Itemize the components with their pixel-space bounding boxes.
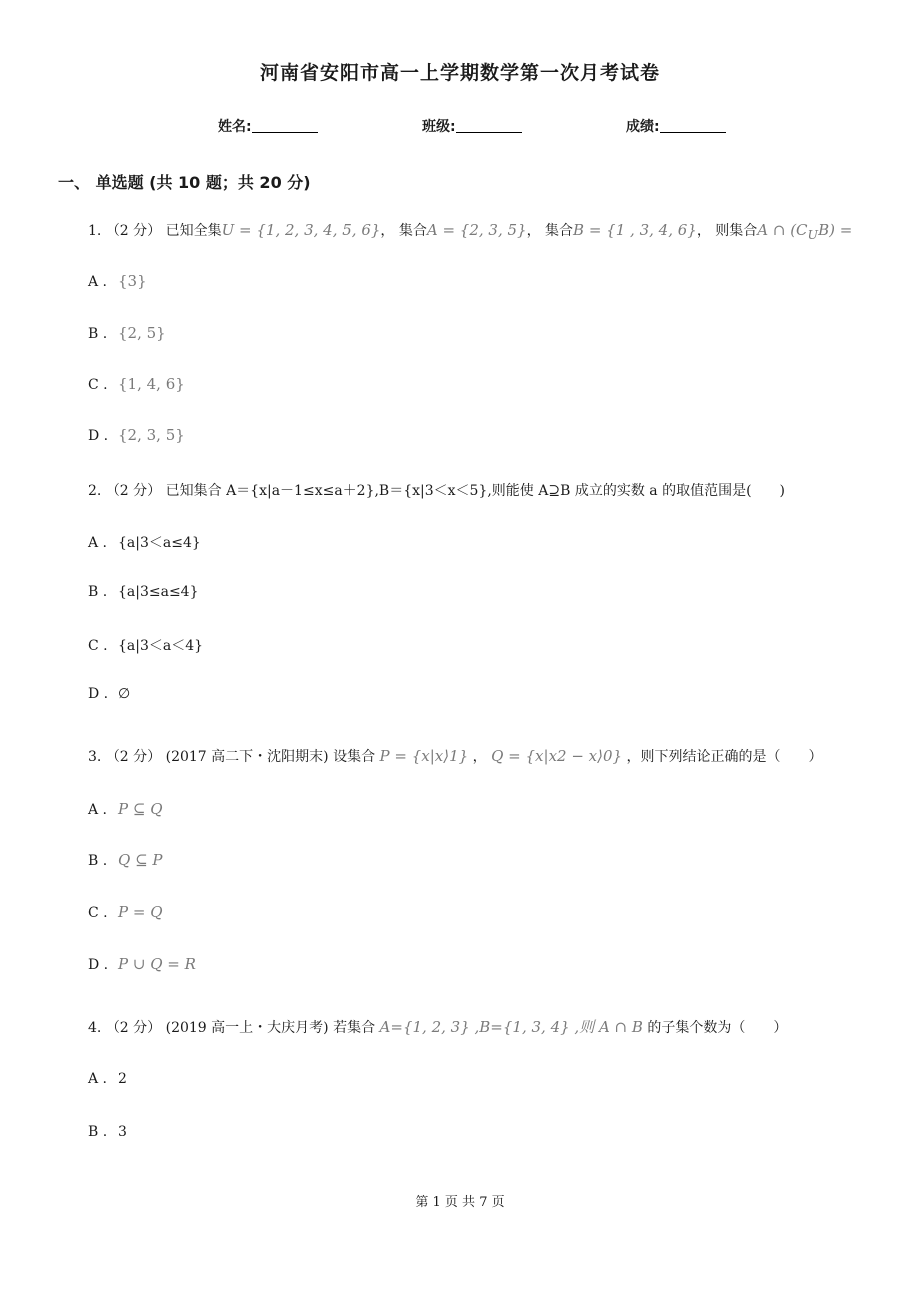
exam-title: 河南省安阳市高一上学期数学第一次月考试卷 bbox=[259, 62, 660, 84]
question-text: ， bbox=[472, 749, 487, 765]
question-source: (2019 高一上・大庆月考) bbox=[165, 1020, 329, 1036]
math-set-b: B = {1 , 3, 4, 6} bbox=[573, 221, 697, 239]
option-3b[interactable] bbox=[88, 851, 163, 869]
math-expression-part: A ∩ (C bbox=[757, 221, 808, 239]
option-1c[interactable] bbox=[88, 375, 185, 393]
option-letter: D . bbox=[88, 428, 109, 444]
page-footer: 第 1 页 共 7 页 bbox=[415, 1195, 505, 1210]
class-label: 班级: bbox=[422, 119, 456, 135]
question-score: （2 分） bbox=[105, 749, 162, 765]
option-letter: C . bbox=[88, 638, 108, 654]
question-text: 已知集合 A＝{x|a－1≤x≤a＋2},B＝{x|3＜x＜5},则能使 A⊇B 成立的实数 a 的取值范围是( ) bbox=[165, 483, 786, 499]
option-value: {a|3≤a≤4} bbox=[118, 584, 199, 600]
score-blank[interactable] bbox=[660, 118, 726, 133]
question-number: 3. bbox=[88, 749, 102, 765]
option-letter: C . bbox=[88, 377, 108, 393]
question-3 bbox=[88, 746, 823, 766]
option-3a[interactable] bbox=[88, 800, 163, 818]
option-letter: A . bbox=[88, 274, 108, 290]
question-text: 设集合 bbox=[333, 749, 376, 765]
option-1b[interactable] bbox=[88, 324, 166, 342]
math-expression bbox=[757, 221, 853, 242]
option-letter: B . bbox=[88, 326, 108, 342]
question-score: （2 分） bbox=[105, 1020, 162, 1036]
option-letter: D . bbox=[88, 957, 109, 973]
math-universal-set: U = {1, 2, 3, 4, 5, 6} bbox=[221, 221, 381, 239]
math-set-a: A = {2, 3, 5} bbox=[426, 221, 527, 239]
question-source: (2017 高二下・沈阳期末) bbox=[165, 749, 329, 765]
score-label: 成绩: bbox=[626, 119, 660, 135]
question-text: 若集合 bbox=[333, 1020, 376, 1036]
option-3d[interactable] bbox=[88, 955, 196, 973]
option-value: {a|3＜a≤4} bbox=[118, 535, 201, 551]
math-sets: A={1, 2, 3} ,B={1, 3, 4} ,则 A ∩ B bbox=[379, 1018, 643, 1036]
option-value: 3 bbox=[118, 1124, 127, 1140]
option-2b[interactable] bbox=[88, 584, 199, 600]
option-letter: B . bbox=[88, 584, 108, 600]
math-set-p: P = {x|x⟩1} bbox=[379, 747, 469, 765]
option-letter: B . bbox=[88, 853, 108, 869]
name-label: 姓名: bbox=[218, 119, 252, 135]
option-value: {2, 3, 5} bbox=[118, 426, 185, 444]
question-text: 已知全集 bbox=[165, 223, 222, 239]
option-value: P = Q bbox=[118, 903, 163, 921]
question-score: （2 分） bbox=[105, 483, 162, 499]
option-letter: D . bbox=[88, 686, 109, 702]
option-value: 2 bbox=[118, 1071, 127, 1087]
option-value: ∅ bbox=[118, 686, 131, 702]
name-field bbox=[218, 116, 318, 136]
question-text: ， 则集合 bbox=[696, 223, 758, 239]
option-1a[interactable] bbox=[88, 272, 147, 290]
option-letter: A . bbox=[88, 802, 108, 818]
option-value: Q ⊆ P bbox=[118, 851, 163, 869]
question-2 bbox=[88, 480, 785, 500]
question-text: 的子集个数为（ ） bbox=[647, 1020, 788, 1036]
score-field bbox=[626, 116, 726, 136]
option-letter: A . bbox=[88, 535, 108, 551]
question-1 bbox=[88, 220, 852, 242]
option-value: P ⊆ Q bbox=[118, 800, 163, 818]
name-blank[interactable] bbox=[252, 118, 318, 133]
option-value: {1, 4, 6} bbox=[118, 375, 185, 393]
question-number: 1. bbox=[88, 223, 102, 239]
math-expression-part: B) = bbox=[818, 221, 853, 239]
option-2d[interactable] bbox=[88, 686, 130, 702]
option-value: P ∪ Q = R bbox=[118, 955, 196, 973]
option-letter: A . bbox=[88, 1071, 108, 1087]
math-set-q: Q = {x|x2 − x⟩0} bbox=[491, 747, 623, 765]
question-number: 2. bbox=[88, 483, 102, 499]
option-letter: C . bbox=[88, 905, 108, 921]
option-3c[interactable] bbox=[88, 903, 163, 921]
question-text: ， 集合 bbox=[526, 223, 574, 239]
question-score: （2 分） bbox=[105, 223, 162, 239]
option-value: {2, 5} bbox=[118, 324, 166, 342]
question-number: 4. bbox=[88, 1020, 102, 1036]
option-value: {3} bbox=[118, 272, 147, 290]
option-1d[interactable] bbox=[88, 426, 185, 444]
class-blank[interactable] bbox=[456, 118, 522, 133]
option-4b[interactable] bbox=[88, 1124, 127, 1140]
option-letter: B . bbox=[88, 1124, 108, 1140]
option-value: {a|3＜a＜4} bbox=[118, 638, 204, 654]
math-subscript: U bbox=[807, 227, 819, 242]
section-heading: 一、 单选题 (共 10 题；共 20 分) bbox=[58, 173, 311, 192]
option-2a[interactable] bbox=[88, 532, 201, 552]
class-field bbox=[422, 116, 522, 136]
option-4a[interactable] bbox=[88, 1071, 127, 1087]
question-4 bbox=[88, 1016, 787, 1037]
option-2c[interactable] bbox=[88, 635, 203, 655]
question-text: ，则下列结论正确的是（ ） bbox=[626, 749, 823, 765]
question-text: ， 集合 bbox=[380, 223, 427, 239]
